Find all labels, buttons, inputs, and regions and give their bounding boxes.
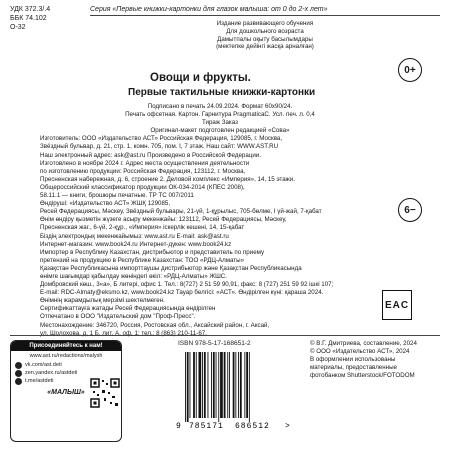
imprint-line: Подписано в печать 24.09.2024. Формат 60х90/24. (147, 103, 293, 110)
book-subtitle: Первые тактильные книжки-картонки (128, 87, 316, 98)
social-row-zen[interactable]: zen.yandex.ru/astdeti (11, 369, 121, 377)
imprint-line: Өндіруші: «Издательство АСТ» ЖШҚ 129085, (40, 200, 171, 208)
imprint-line: Сертификаттауға жатады Ресей Федерациясында өндірілген (40, 305, 216, 313)
copyright-line: © В.Г. Дмитриева, составление, 2024 (310, 340, 417, 347)
barcode-lead-digit: 9 (176, 422, 181, 430)
age-rating-badge: 0+ (398, 58, 422, 82)
edition-line: (мектепке дейінгі жасқа арналған) (216, 43, 314, 51)
imprint-line: Ресей Федерациясы, Мәскеу, Звёздный бульвары, 21-үй, 1-құрылыс, 705-бөлме, I үй-жай, 7-қабат (40, 208, 322, 216)
barcode (175, 350, 295, 430)
imprint-line: Өнімнің жарамдылық мерзімі шектелмеген. (40, 297, 165, 305)
social-row-telegram[interactable]: t.me/astdeti (11, 377, 121, 385)
imprint-line: Отпечатано в ООО "Издательский дом "Проф-Пресс". (40, 313, 196, 321)
imprint-block (40, 103, 400, 338)
telegram-icon (15, 378, 22, 385)
imprint-line: Пресненская жаг., 6-үй, 2-құр., «Империя» іскерлік кешені, 14, 15-қабат (40, 224, 245, 232)
udk-line: УДК 372.3/.4 (10, 6, 51, 13)
book-title: Овощи и фрукты. (150, 72, 251, 84)
imprint-line: Звёздный бульвар, д. 21, стр. 1, комн. 705, пом. I, 7 этаж. Наш сайт: WWW.AST.RU (40, 143, 279, 151)
copyright-line: © ООО «Издательство АСТ», 2024 (310, 348, 410, 355)
udk-block (10, 5, 50, 32)
age-restriction-badge: 6− (398, 198, 422, 222)
social-box-heading: Присоединяйтесь к нам! (11, 341, 121, 351)
barcode-right-digits: 686512 (235, 422, 270, 430)
bbk-line: ББК 74.102 (10, 15, 47, 22)
imprint-line: өнімге шағымдар қабылдау жөніндегі өкіл: «РДЦ-Алматы» ЖШС. (40, 272, 227, 280)
copyright-line: В оформлении использованы (310, 356, 396, 363)
social-row-vk[interactable]: vk.com/ast.deti (11, 361, 121, 369)
imprint-line: E-mail: RDC-Almaty@eksmo.kz, www.book24.kz Тауар белгісі: «АСТ». Өндірілген күні: қараша 2024. (40, 289, 324, 297)
imprint-line: претензий на продукцию в Республике Казахстан: ТОО «РДЦ-Алматы» (40, 256, 245, 264)
imprint-line: Местонахождение: 346720, Россия, Ростовская обл., Аксайский район, г. Аксай, (40, 321, 270, 329)
edition-line: Для дошкольного возраста (226, 27, 304, 35)
top-divider (90, 15, 440, 16)
qr-code-icon (90, 378, 120, 408)
imprint-line: 58.11.1 — книги, брошюры печатные. ТР ТС 007/2011 (40, 192, 194, 200)
imprint-line: Домбровский көш., 3«а», Б литері, офис 1. Тел.: 8(727) 2 51 59 90,91, факс: 8 (727) 251 59 92 ішкі 107; (40, 281, 334, 289)
isbn-number: ISBN 978-5-17-168651-2 (178, 340, 251, 347)
imprint-line: Пресненская набережная, д. 6, строение 2. Деловой комплекс «Империя», 14, 15 этажи. (40, 175, 295, 183)
edition-line: Издание развивающего обучения (216, 20, 314, 27)
imprint-line: ул. Шолохова, д. 1 Б, лит. А, оф. 1; тел.: 8 (863) 210-11-67. (40, 329, 207, 337)
imprint-line: Қазақстан Республикасына импорттаушы дистрибьютор және Қазақстан Республикасында (40, 264, 302, 272)
barcode-end-mark: > (285, 422, 290, 430)
author-mark: О-32 (10, 24, 26, 31)
copyright-line: материалы, предоставленные (310, 364, 397, 371)
imprint-line: Оригинал-макет подготовлен редакцией «Сова» (150, 127, 290, 135)
zen-icon (15, 370, 22, 377)
barcode-left-digits: 785171 (189, 422, 224, 430)
edition-line: Дамытпалы оқыту басылымдары (217, 35, 313, 43)
malysh-logo: «МАЛЫШ» (47, 389, 85, 396)
imprint-line: Интернет-магазин: www.book24.ru Интернет-дүкен: www.book24.kz (40, 240, 232, 248)
imprint-line: Біздің электрондық мекенжайымыз: www.ast.ru E-mail: ask@ast.ru (40, 232, 229, 240)
eac-mark: EAC (382, 290, 412, 320)
imprint-line: Печать офсетная. Картон. Гарнитура PragmaticaC. Усл. печ. л. 0,4 (125, 111, 315, 119)
imprint-line: по изготовлению продукции: Российская Федерация, 123112, г. Москва, (40, 167, 246, 175)
copyright-block (310, 340, 445, 380)
imprint-line: Наш электронный адрес: ask@ast.ru Произведено в Российской Федерации. (40, 151, 261, 159)
imprint-line: Тираж Заказ (202, 119, 238, 127)
bottom-divider (10, 335, 440, 336)
imprint-line: Импортер в Республику Казахстан, дистрибьютор и представитель по приему (40, 248, 265, 256)
edition-block (90, 20, 440, 51)
social-box-url[interactable]: www.ast.ru/redactions/malysh (29, 353, 103, 359)
imprint-line: Общероссийский классификатор продукции ОК-034-2014 (КПЕС 2008), (40, 183, 245, 191)
copyright-line: фотобанком Shutterstock/FOTODOM (310, 372, 415, 379)
imprint-line: Изготовлено в ноябре 2024 г. Адрес места осуществления деятельности (40, 159, 250, 167)
vk-icon (15, 362, 22, 369)
series-line: Серия «Первые книжки-картонки для глазок малыша: от 0 до 2-х лет» (90, 6, 328, 13)
imprint-line: Изготовитель: ООО «Издательство АСТ» Российская Федерация, 129085, г. Москва, (40, 135, 283, 143)
imprint-line: Өнім өндіру қызметін жүзеге асыру мекенжайы: 123112, Ресей Федерациясы, Мәскеу, (40, 216, 287, 224)
